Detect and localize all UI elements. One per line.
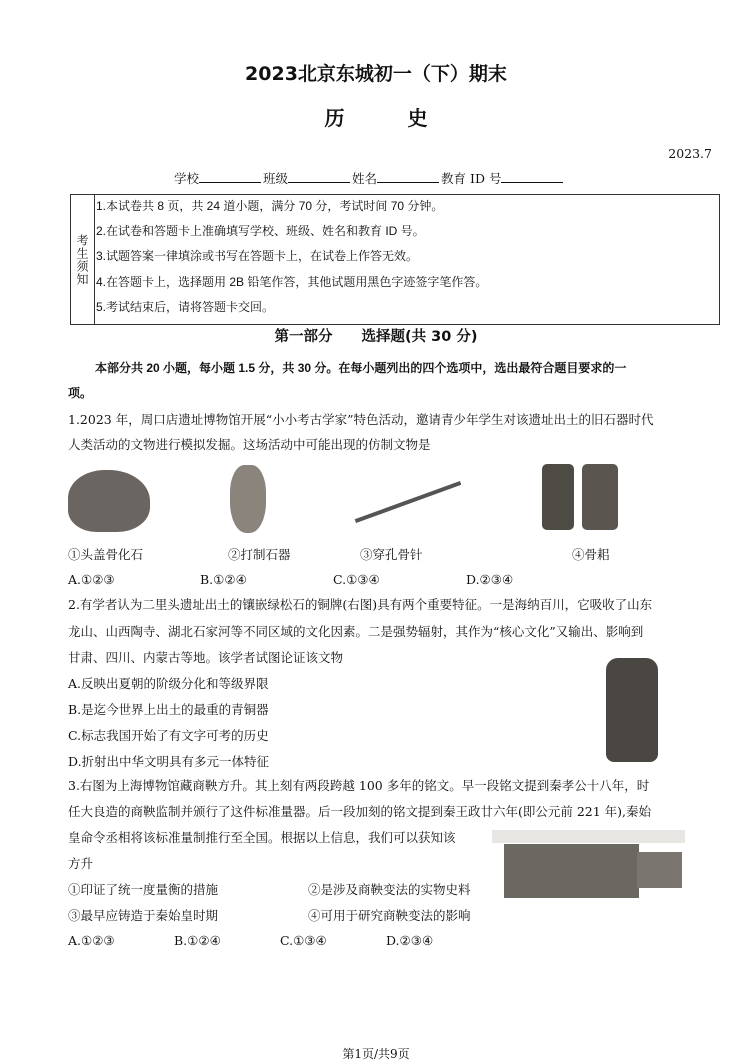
q3-option-a[interactable]: A.①②③ — [68, 933, 115, 948]
shang-yang-measure-image — [492, 830, 685, 902]
q1-option-c[interactable]: C.①③④ — [333, 572, 380, 587]
q3-stem: 任大良造的商鞅监制并颁行了这件标准量器。后一段加刻的铭文提到秦王政廿六年(即公元前 221 年),秦始 — [68, 804, 652, 819]
q3-stem: 3.右图为上海博物馆藏商鞅方升。其上刻有两段跨越 100 多年的铭文。早一段铭文提到秦孝公十八年，时 — [68, 778, 650, 793]
q3-option-b[interactable]: B.①②④ — [174, 933, 221, 948]
q3-statement: ④可用于研究商鞅变法的影响 — [308, 908, 471, 923]
field-name: 姓名 — [352, 171, 378, 186]
section-title: 第一部分 选择题(共 30 分) — [274, 329, 478, 345]
field-id: 教育 ID 号 — [441, 171, 502, 186]
bone-spade-image — [542, 464, 574, 530]
q2-stem: 甘肃、四川、内蒙古等地。该学者试图论证该文物 — [68, 650, 344, 665]
q3-statement: ①印证了统一度量衡的措施 — [68, 882, 219, 897]
notice-label-cell — [71, 195, 95, 324]
q2-stem: 2.有学者认为二里头遗址出土的镶嵌绿松石的铜牌(右图)具有两个重要特征。一是海纳百川，它吸收了山东 — [68, 597, 653, 612]
page-number: 第1页/共9页 — [342, 1047, 410, 1061]
q1-caption: ③穿孔骨针 — [360, 547, 423, 562]
q2-option-b[interactable]: B.是迄今世界上出土的最重的青铜器 — [68, 702, 269, 717]
notice-item: 4.在答题卡上，选择题用 2B 铅笔作答，其他试题用黑色字迹签字笔作答。 — [96, 275, 488, 289]
q3-statement: ②是涉及商鞅变法的实物史料 — [308, 882, 471, 897]
q3-option-d[interactable]: D.②③④ — [386, 933, 434, 948]
q1-caption: ②打制石器 — [228, 547, 291, 562]
school-blank[interactable] — [199, 170, 261, 183]
notice-item: 2.在试卷和答题卡上准确填写学校、班级、姓名和教育 ID 号。 — [96, 224, 425, 238]
q1-stem: 人类活动的文物进行模拟发掘。这场活动中可能出现的仿制文物是 — [68, 437, 431, 452]
q1-caption: ①头盖骨化石 — [68, 547, 144, 562]
q3-stem: 皇命令丞相将该标准量制推行至全国。根据以上信息，我们可以获知该 — [68, 830, 456, 845]
notice-label: 考生须知 — [75, 233, 89, 286]
field-school: 学校 — [174, 171, 200, 186]
q2-option-c[interactable]: C.标志我国开始了有文字可考的历史 — [68, 728, 269, 743]
q3-stem: 方升 — [68, 856, 94, 871]
id-blank[interactable] — [501, 170, 563, 183]
notice-item: 5.考试结束后，请将答题卡交回。 — [96, 300, 275, 314]
q1-option-b[interactable]: B.①②④ — [200, 572, 247, 587]
subject-title: 历 史 — [324, 106, 456, 130]
q2-option-d[interactable]: D.折射出中华文明具有多元一体特征 — [68, 754, 270, 769]
notice-item: 3.试题答案一律填涂或书写在答题卡上，在试卷上作答无效。 — [96, 249, 419, 263]
exam-date: 2023.7 — [668, 146, 712, 161]
bronze-plaque-image — [606, 658, 658, 762]
q1-caption: ④骨耜 — [572, 547, 610, 562]
notice-box — [70, 194, 720, 325]
exam-title: 2023北京东城初一（下）期末 — [245, 63, 507, 85]
q2-stem: 龙山、山西陶寺、湖北石家河等不同区域的文化因素。二是强势辐射，其作为“核心文化”又输出、影响到 — [68, 624, 644, 639]
field-class: 班级 — [263, 171, 289, 186]
name-blank[interactable] — [377, 170, 439, 183]
q2-option-a[interactable]: A.反映出夏朝的阶级分化和等级界限 — [68, 676, 269, 691]
q3-option-c[interactable]: C.①③④ — [280, 933, 327, 948]
notice-item: 1.本试卷共 8 页，共 24 道小题，满分 70 分，考试时间 70 分钟。 — [96, 199, 444, 213]
bone-needle-image — [355, 481, 462, 523]
q3-statement: ③最早应铸造于秦始皇时期 — [68, 908, 219, 923]
stone-tool-image — [230, 465, 266, 533]
section-intro-cont: 项。 — [68, 386, 93, 400]
q1-option-a[interactable]: A.①②③ — [68, 572, 115, 587]
section-intro: 本部分共 20 小题，每小题 1.5 分，共 30 分。在每小题列出的四个选项中，选出最符合题目要求的一 — [95, 361, 627, 375]
class-blank[interactable] — [288, 170, 350, 183]
q1-stem: 1.2023 年，周口店遗址博物馆开展“小小考古学家”特色活动，邀请青少年学生对该遗址出土的旧石器时代 — [68, 412, 654, 427]
bone-spade-image — [582, 464, 618, 530]
q1-option-d[interactable]: D.②③④ — [466, 572, 514, 587]
skull-fossil-image — [68, 470, 150, 532]
student-info-line — [174, 170, 565, 187]
